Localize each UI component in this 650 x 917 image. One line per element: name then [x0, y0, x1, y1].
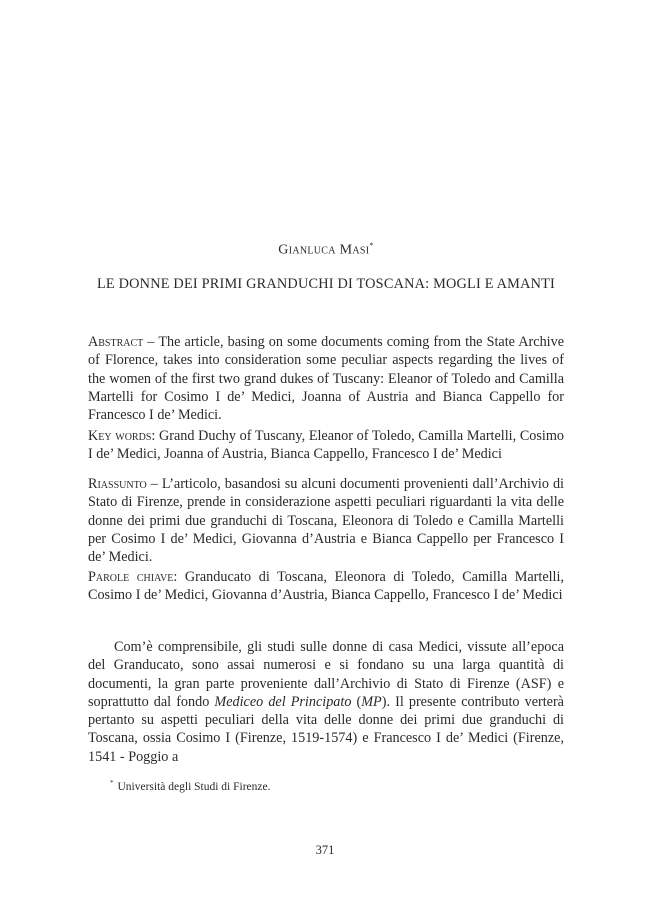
fondo-name: Mediceo del Principato [214, 693, 352, 710]
abstract-text: – The article, basing on some documents coming from the State Archive of Florence, takes into consideration some peculiar aspects regarding the lives of the women of the first two grand dukes of Tuscany: Eleanor of Toledo and Camilla Martelli for Cosimo I de’ Medici, Joanna of Austria and Bianca Cappello for Francesco I de’ Medici. [88, 334, 564, 424]
body-text [88, 638, 564, 766]
author-name: Gianluca Masi [278, 242, 370, 258]
riassunto-label: Riassunto [88, 476, 147, 492]
fondo-abbrev: MP [361, 693, 382, 710]
footnote [110, 779, 570, 793]
keywords-label: Key words [88, 428, 152, 444]
keywords-paragraph [88, 427, 564, 464]
page-number: 371 [315, 843, 335, 857]
author-line [88, 241, 564, 259]
parole-chiave-paragraph [88, 568, 564, 605]
riassunto-paragraph [88, 475, 564, 566]
author-footnote-mark: * [369, 241, 374, 250]
riassunto-text: – L’articolo, basandosi su alcuni documenti provenienti dall’Archivio di Stato di Firenze, prende in considerazione aspetti peculiari riguardanti la vita delle donne dei primi due granduchi di Toscana, Eleonora di Toledo e Camilla Martelli per Cosimo I de’ Medici, Giovanna d’Austria e Bianca Cappello per Francesco I de’ Medici. [88, 476, 564, 566]
abstract-label: Abstract [88, 334, 144, 350]
abstract-paragraph [88, 333, 564, 424]
parole-chiave-label: Parole chiave [88, 569, 174, 585]
footnote-mark: * [110, 779, 114, 787]
article-title: LE DONNE DEI PRIMI GRANDUCHI DI TOSCANA: MOGLI E AMANTI [96, 276, 556, 292]
parole-chiave-text: : Granducato di Toscana, Eleonora di Toledo, Camilla Martelli, Cosimo I de’ Medici, Giovanna d’Austria, Bianca Cappello, Francesco I de’ Medici [88, 569, 564, 604]
body-paragraph: Com’è comprensibile, gli studi sulle donne di casa Medici, vissute all’epoca del Granducato, sono assai numerosi e si fondano su una larga quantità di documenti, la gran parte proveniente dall’Archivio di Stato di Firenze (ASF) e soprattutto dal fondo Mediceo del Principato (MP). Il presente contributo verterà pertanto su aspetti peculiari della vita delle donne dei primi due granduchi di Toscana, ossia Cosimo I (Firenze, 1519-1574) e Francesco I de’ Medici (Firenze, 1541 - Poggio a [88, 639, 564, 765]
keywords-text: : Grand Duchy of Tuscany, Eleanor of Toledo, Camilla Martelli, Cosimo I de’ Medici, Joanna of Austria, Bianca Cappello, Francesco I de’ Medici [88, 428, 564, 463]
footnote-text: Università degli Studi di Firenze. [117, 780, 271, 793]
